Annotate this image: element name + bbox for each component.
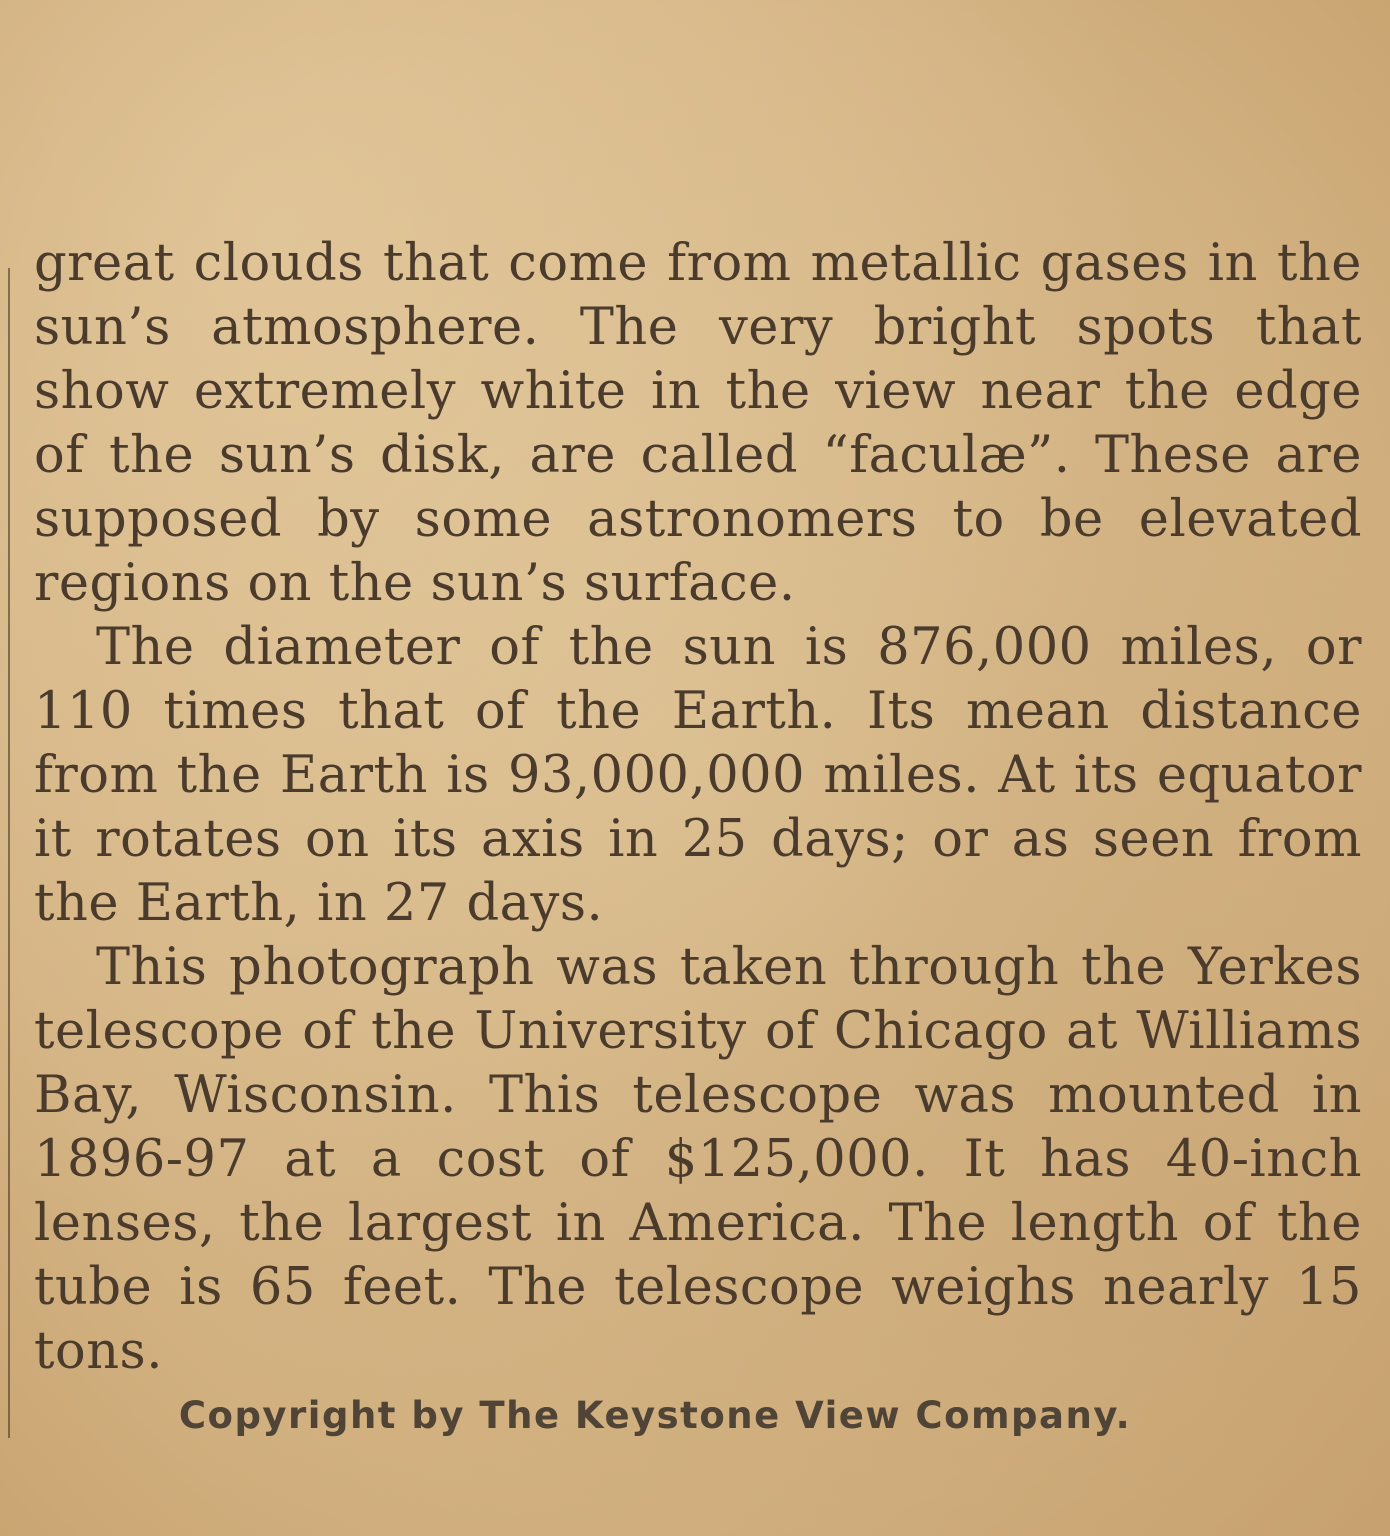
- paragraph-yerkes-telescope: This photograph was taken through the Yerkes telescope of the University of Chicago at Williams Bay, Wisconsin. This telescope was mounted in 1896-97 at a cost of $125,000. It has 40-inch lenses, the largest in America. The length of the tube is 65 feet. The telescope weighs nearly 15 tons.: [34, 938, 1362, 1381]
- paragraph-sun-diameter: The diameter of the sun is 876,000 miles, or 110 times that of the Earth. Its mean distance from the Earth is 93,000,000 miles. At its equator it rotates on its axis in 25 days; or as seen from the Earth, in 27 days.: [34, 618, 1362, 933]
- copyright-line: [0, 1394, 1390, 1437]
- paragraph-faculae: great clouds that come from metallic gases in the sun’s atmosphere. The very bright spots that show extremely white in the view near the edge of the sun’s disk, are called “faculæ”. These are supposed by some astronomers to be elevated regions on the sun’s surface.: [34, 234, 1362, 613]
- left-margin-rule: [8, 268, 10, 1438]
- copyright-text: Copyright by The Keystone View Company.: [178, 1394, 1132, 1437]
- body-text: [34, 232, 1362, 1384]
